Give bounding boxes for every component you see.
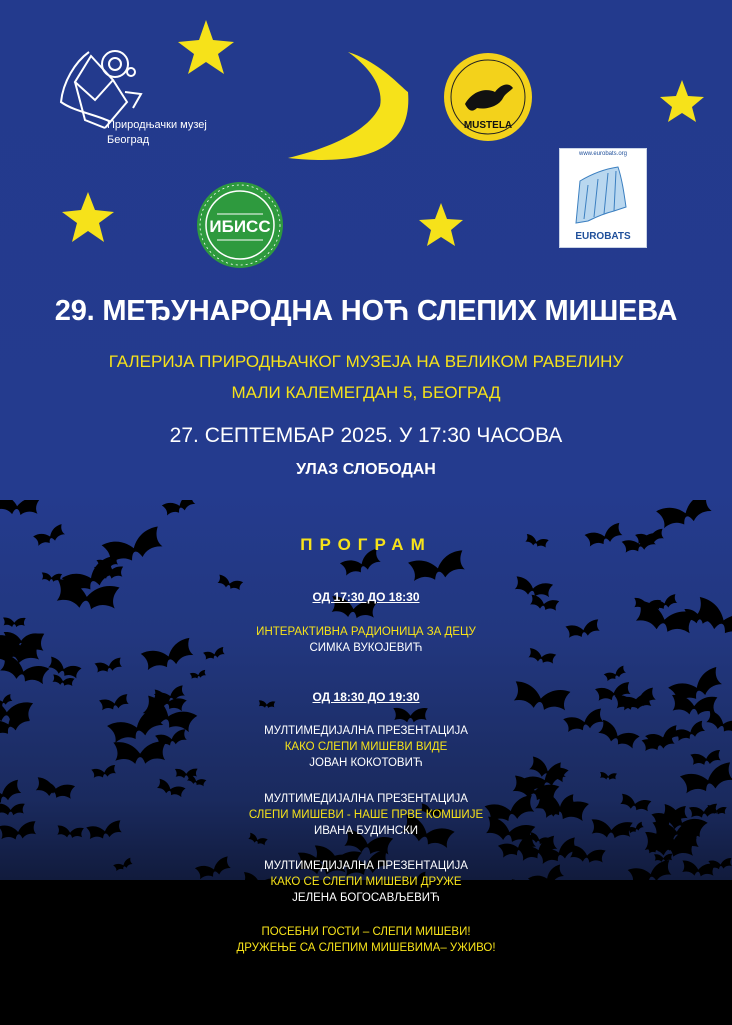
museum-name-line1: Природњачки музеј bbox=[107, 119, 207, 131]
item1-type: МУЛТИМЕДИЈАЛНА ПРЕЗЕНТАЦИЈА bbox=[264, 725, 468, 737]
event-title: 29. МЕЂУНАРОДНА НОЋ СЛЕПИХ МИШЕВА bbox=[54, 295, 678, 327]
slot1-person: СИМКА ВУКОЈЕВИЋ bbox=[309, 642, 423, 654]
bat-icon bbox=[52, 674, 75, 687]
item1-title: КАКО СЛЕПИ МИШЕВИ ВИДЕ bbox=[284, 741, 448, 753]
bat-icon bbox=[599, 772, 617, 781]
ibiss-seal-icon bbox=[195, 180, 285, 270]
bat-icon bbox=[656, 500, 714, 532]
closing-line2: ДРУЖЕЊЕ СА СЛЕПИМ МИШЕВИМА– УЖИВО! bbox=[236, 942, 496, 954]
item2-person: ИВАНА БУДИНСКИ bbox=[313, 825, 419, 837]
entry-note: УЛАЗ СЛОБОДАН bbox=[296, 461, 436, 478]
eurobats-bat-icon bbox=[560, 159, 646, 229]
star-icon bbox=[62, 192, 114, 242]
ibiss-logo bbox=[195, 180, 285, 270]
venue-line2: МАЛИ КАЛЕМЕГДАН 5, БЕОГРАД bbox=[231, 383, 501, 402]
ibiss-text: ИБИСС bbox=[209, 217, 271, 236]
item2-type: МУЛТИМЕДИЈАЛНА ПРЕЗЕНТАЦИЈА bbox=[264, 793, 468, 805]
bat-icon bbox=[0, 500, 40, 517]
mustela-logo bbox=[443, 52, 533, 142]
slot2-time: ОД 18:30 ДО 19:30 bbox=[312, 690, 420, 704]
item2-title: СЛЕПИ МИШЕВИ - НАШЕ ПРВЕ КОМШИЈЕ bbox=[248, 809, 484, 821]
eurobats-logo bbox=[559, 148, 647, 248]
bat-icon bbox=[190, 670, 207, 680]
item3-person: ЈЕЛЕНА БОГОСАВЉЕВИЋ bbox=[292, 892, 440, 904]
closing-line1: ПОСЕБНИ ГОСТИ – СЛЕПИ МИШЕВИ! bbox=[261, 926, 471, 938]
slot1-time: ОД 17:30 ДО 18:30 bbox=[312, 590, 420, 604]
mustela-text: MUSTELA bbox=[463, 120, 513, 131]
slot1-title: ИНТЕРАКТИВНА РАДИОНИЦА ЗА ДЕЦУ bbox=[256, 626, 476, 638]
star-icon bbox=[660, 80, 704, 122]
bat-icon bbox=[162, 500, 197, 518]
event-datetime: 27. СЕПТЕМБАР 2025. У 17:30 ЧАСОВА bbox=[169, 424, 563, 447]
museum-logo bbox=[55, 42, 235, 152]
bat-icon bbox=[46, 656, 81, 680]
item3-title: КАКО СЕ СЛЕПИ МИШЕВИ ДРУЖЕ bbox=[270, 876, 462, 888]
program-heading: ПРОГРАМ bbox=[300, 535, 432, 554]
item1-person: ЈОВАН КОКОТОВИЋ bbox=[309, 757, 423, 769]
bat-icon bbox=[604, 665, 628, 682]
eurobats-url: www.eurobats.org bbox=[578, 151, 628, 157]
bat-icon bbox=[393, 708, 428, 722]
star-icon bbox=[419, 203, 463, 246]
mustela-seal-icon bbox=[443, 52, 533, 142]
item3-type: МУЛТИМЕДИЈАЛНА ПРЕЗЕНТАЦИЈА bbox=[264, 860, 468, 872]
moon-icon bbox=[288, 52, 408, 160]
museum-name-line2: Београд bbox=[107, 134, 150, 146]
venue-line1: ГАЛЕРИЈА ПРИРОДЊАЧКОГ МУЗЕЈА НА ВЕЛИКОМ РАВЕЛИНУ bbox=[108, 352, 624, 371]
bat-icon bbox=[94, 657, 123, 674]
bat-icon bbox=[408, 550, 467, 585]
eurobats-name: EUROBATS bbox=[575, 231, 631, 242]
